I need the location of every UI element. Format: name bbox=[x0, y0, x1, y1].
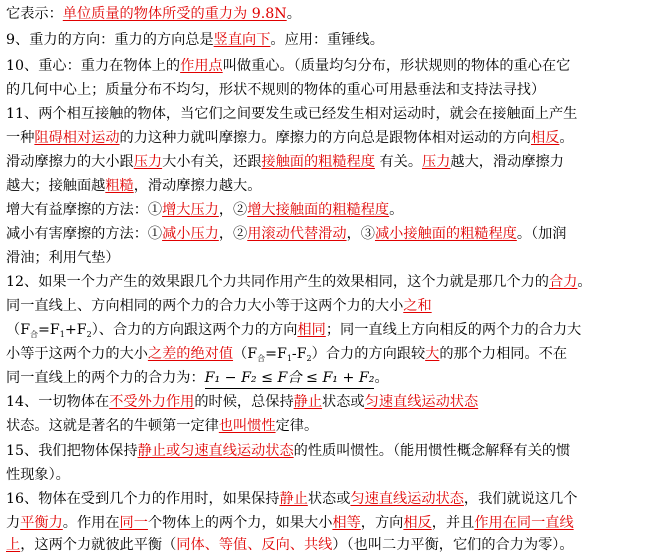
text-run: 同一直线上、方向相同的两个力的合力大小等于这两个力的大小 bbox=[6, 298, 404, 314]
text-run: 11、两个相互接触的物体，当它们之间要发生或已经发生相对运动时，就会在接触面上产生 bbox=[6, 106, 578, 122]
highlighted-answer: 接触面的粗糙程度 bbox=[261, 154, 375, 170]
highlighted-answer: 粗糙 bbox=[105, 178, 134, 194]
text-line bbox=[6, 440, 646, 462]
text-line bbox=[6, 55, 646, 77]
highlighted-answer: 同体、等值、反向、共线 bbox=[176, 537, 333, 553]
text-run: ，方向 bbox=[360, 515, 404, 531]
highlighted-answer: 之差的绝对值 bbox=[147, 346, 234, 362]
text-line bbox=[6, 151, 646, 173]
highlighted-answer: 竖直向下 bbox=[213, 32, 271, 48]
text-run: 。 bbox=[559, 130, 574, 146]
text-run: 有关。 bbox=[374, 154, 423, 170]
highlighted-answer: 之和 bbox=[403, 298, 432, 314]
text-run: （F bbox=[233, 346, 258, 362]
text-run: 一种 bbox=[6, 130, 35, 146]
highlighted-answer: 相反 bbox=[530, 130, 560, 146]
text-run: 增大有益摩擦的方法：① bbox=[6, 202, 163, 218]
text-line bbox=[6, 295, 646, 317]
text-run: 性现象）。 bbox=[6, 467, 70, 483]
text-run: 。作用在 bbox=[62, 515, 120, 531]
text-run: （F bbox=[6, 322, 31, 338]
text-run: 14、一切物体在 bbox=[6, 394, 110, 410]
highlighted-answer: 相反 bbox=[403, 515, 432, 531]
text-run: 的性质叫惯性。（能用惯性概念解释有关的惯 bbox=[293, 443, 571, 459]
text-line bbox=[6, 175, 646, 197]
text-run: 10、重心：重力在物体上的 bbox=[6, 58, 181, 74]
text-run: 滑动摩擦力的大小跟 bbox=[6, 154, 134, 170]
text-line bbox=[6, 3, 646, 25]
text-run: 减小有害摩擦的方法：① bbox=[6, 226, 163, 242]
highlighted-answer: 不受外力作用 bbox=[109, 394, 195, 410]
highlighted-answer: 减小接触面的粗糙程度 bbox=[374, 226, 517, 242]
text-run: 大小有关，还跟 bbox=[162, 154, 262, 170]
text-line bbox=[6, 464, 646, 486]
subscript: 2 bbox=[86, 330, 92, 339]
highlighted-answer: 压力 bbox=[133, 154, 163, 170]
highlighted-answer: 用滚动代替滑动 bbox=[247, 226, 347, 242]
text-run: 16、物体在受到几个力的作用时，如果保持 bbox=[6, 491, 280, 507]
highlighted-answer: 静止 bbox=[279, 491, 308, 507]
subscript: 1 bbox=[59, 330, 65, 339]
highlighted-answer: 相同 bbox=[297, 322, 326, 338]
text-run: 它表示： bbox=[6, 6, 63, 22]
highlighted-answer: 作用点 bbox=[180, 58, 223, 74]
text-run: 力 bbox=[6, 515, 21, 531]
text-line bbox=[6, 79, 646, 101]
highlighted-answer: 匀速直线运动状态 bbox=[364, 394, 479, 410]
text-line bbox=[6, 512, 646, 534]
highlighted-answer: 匀速直线运动状态 bbox=[350, 491, 464, 507]
highlighted-answer: 平衡力 bbox=[20, 515, 63, 531]
text-line bbox=[6, 391, 646, 413]
text-run: ，这两个力就彼此平衡（ bbox=[20, 537, 177, 553]
highlighted-answer: 静止 bbox=[293, 394, 323, 410]
highlighted-answer: 作用在同一直线 bbox=[474, 515, 574, 531]
subscript: 1 bbox=[286, 354, 292, 363]
text-run: 同一直线上的两个力的合力为： bbox=[6, 370, 205, 386]
text-run: 状态。这就是著名的牛顿第一定律 bbox=[6, 418, 219, 434]
text-line bbox=[6, 223, 646, 245]
highlighted-answer: 单位质量的物体所受的重力为 9.8N bbox=[62, 6, 287, 22]
text-line bbox=[6, 247, 646, 269]
text-line bbox=[6, 367, 646, 389]
text-run: +F bbox=[64, 322, 87, 338]
text-run: 。应用：重锤线。 bbox=[270, 32, 384, 48]
text-run: ）（也叫二力平衡，它们的合力为零）。 bbox=[332, 537, 574, 553]
text-run: ）、合力的方向跟这两个力的方向 bbox=[91, 322, 298, 338]
text-run: 15、我们把物体保持 bbox=[6, 443, 138, 459]
text-run: 的几何中心上；质量分布不均匀，形状不规则的物体的重心可用悬垂法和支持法寻找） bbox=[6, 82, 546, 98]
highlighted-answer: 增大压力 bbox=[162, 202, 219, 218]
highlighted-answer: 上 bbox=[6, 537, 21, 553]
text-run: ；同一直线上方向相反的两个力的合力大 bbox=[325, 322, 582, 338]
highlighted-answer: 同一 bbox=[119, 515, 148, 531]
text-run: 。 bbox=[389, 202, 404, 218]
subscript: 2 bbox=[306, 354, 312, 363]
text-run: 的那个力相同。不在 bbox=[439, 346, 568, 362]
text-run: 滑油；利用气垫） bbox=[6, 250, 120, 266]
text-line bbox=[6, 127, 646, 149]
highlighted-answer: 增大接触面的粗糙程度 bbox=[247, 202, 390, 218]
text-run: =F bbox=[38, 322, 60, 338]
resultant-force-formula: F₁ − F₂ ≤ F合 ≤ F₁ + F₂ bbox=[205, 368, 375, 389]
text-line bbox=[6, 415, 646, 437]
subscript: 合 bbox=[257, 354, 266, 363]
text-run: ，② bbox=[218, 202, 248, 218]
highlighted-answer: 压力 bbox=[422, 154, 451, 170]
highlighted-answer: 减小压力 bbox=[162, 226, 219, 242]
highlighted-answer: 合力 bbox=[549, 274, 578, 290]
text-line bbox=[6, 488, 646, 510]
highlighted-answer: 也叫惯性 bbox=[218, 418, 276, 434]
text-run: 状态或 bbox=[307, 491, 351, 507]
text-run: =F bbox=[265, 346, 287, 362]
text-run: 。（加润 bbox=[516, 226, 567, 242]
subscript: 合 bbox=[30, 330, 39, 339]
text-run: 越大；接触面越 bbox=[6, 178, 106, 194]
text-run: 的力这种力就叫摩擦力。摩擦力的方向总是跟物体相对运动的方向 bbox=[119, 130, 531, 146]
text-line bbox=[6, 343, 646, 365]
text-run: 叫做重心。（质量均匀分布，形状规则的物体的重心在它 bbox=[222, 58, 571, 74]
text-run: 。 bbox=[577, 274, 592, 290]
text-run: ，② bbox=[218, 226, 248, 242]
highlighted-answer: 静止或匀速直线运动状态 bbox=[137, 443, 294, 459]
text-run: ，并且 bbox=[431, 515, 475, 531]
highlighted-answer: 相等 bbox=[332, 515, 361, 531]
text-run: ，我们就说这几个 bbox=[463, 491, 578, 507]
text-run: ，滑动摩擦力越大。 bbox=[133, 178, 262, 194]
text-run: 9、重力的方向：重力的方向总是 bbox=[6, 32, 214, 48]
text-line bbox=[6, 271, 646, 293]
text-run: 的时候，总保持 bbox=[194, 394, 294, 410]
text-run: 个物体上的两个力，如果大小 bbox=[147, 515, 333, 531]
text-run: 定律。 bbox=[275, 418, 319, 434]
text-run: 状态或 bbox=[322, 394, 365, 410]
text-line bbox=[6, 103, 646, 125]
highlighted-answer: 阻碍相对运动 bbox=[34, 130, 120, 146]
text-run: 越大，滑动摩擦力 bbox=[450, 154, 564, 170]
text-run: 小等于这两个力的大小 bbox=[6, 346, 148, 362]
text-run: 12、如果一个力产生的效果跟几个力共同作用产生的效果相同，这个力就是那几个力的 bbox=[6, 274, 549, 290]
text-run: ，③ bbox=[346, 226, 375, 242]
text-run: ）合力的方向跟较 bbox=[311, 346, 426, 362]
text-run: 。 bbox=[286, 6, 301, 22]
highlighted-answer: 大 bbox=[425, 346, 440, 362]
text-line bbox=[6, 319, 646, 341]
text-run: 。 bbox=[374, 370, 389, 386]
text-line bbox=[6, 29, 646, 51]
text-run: -F bbox=[291, 346, 307, 362]
text-line bbox=[6, 534, 646, 556]
text-line bbox=[6, 199, 646, 221]
